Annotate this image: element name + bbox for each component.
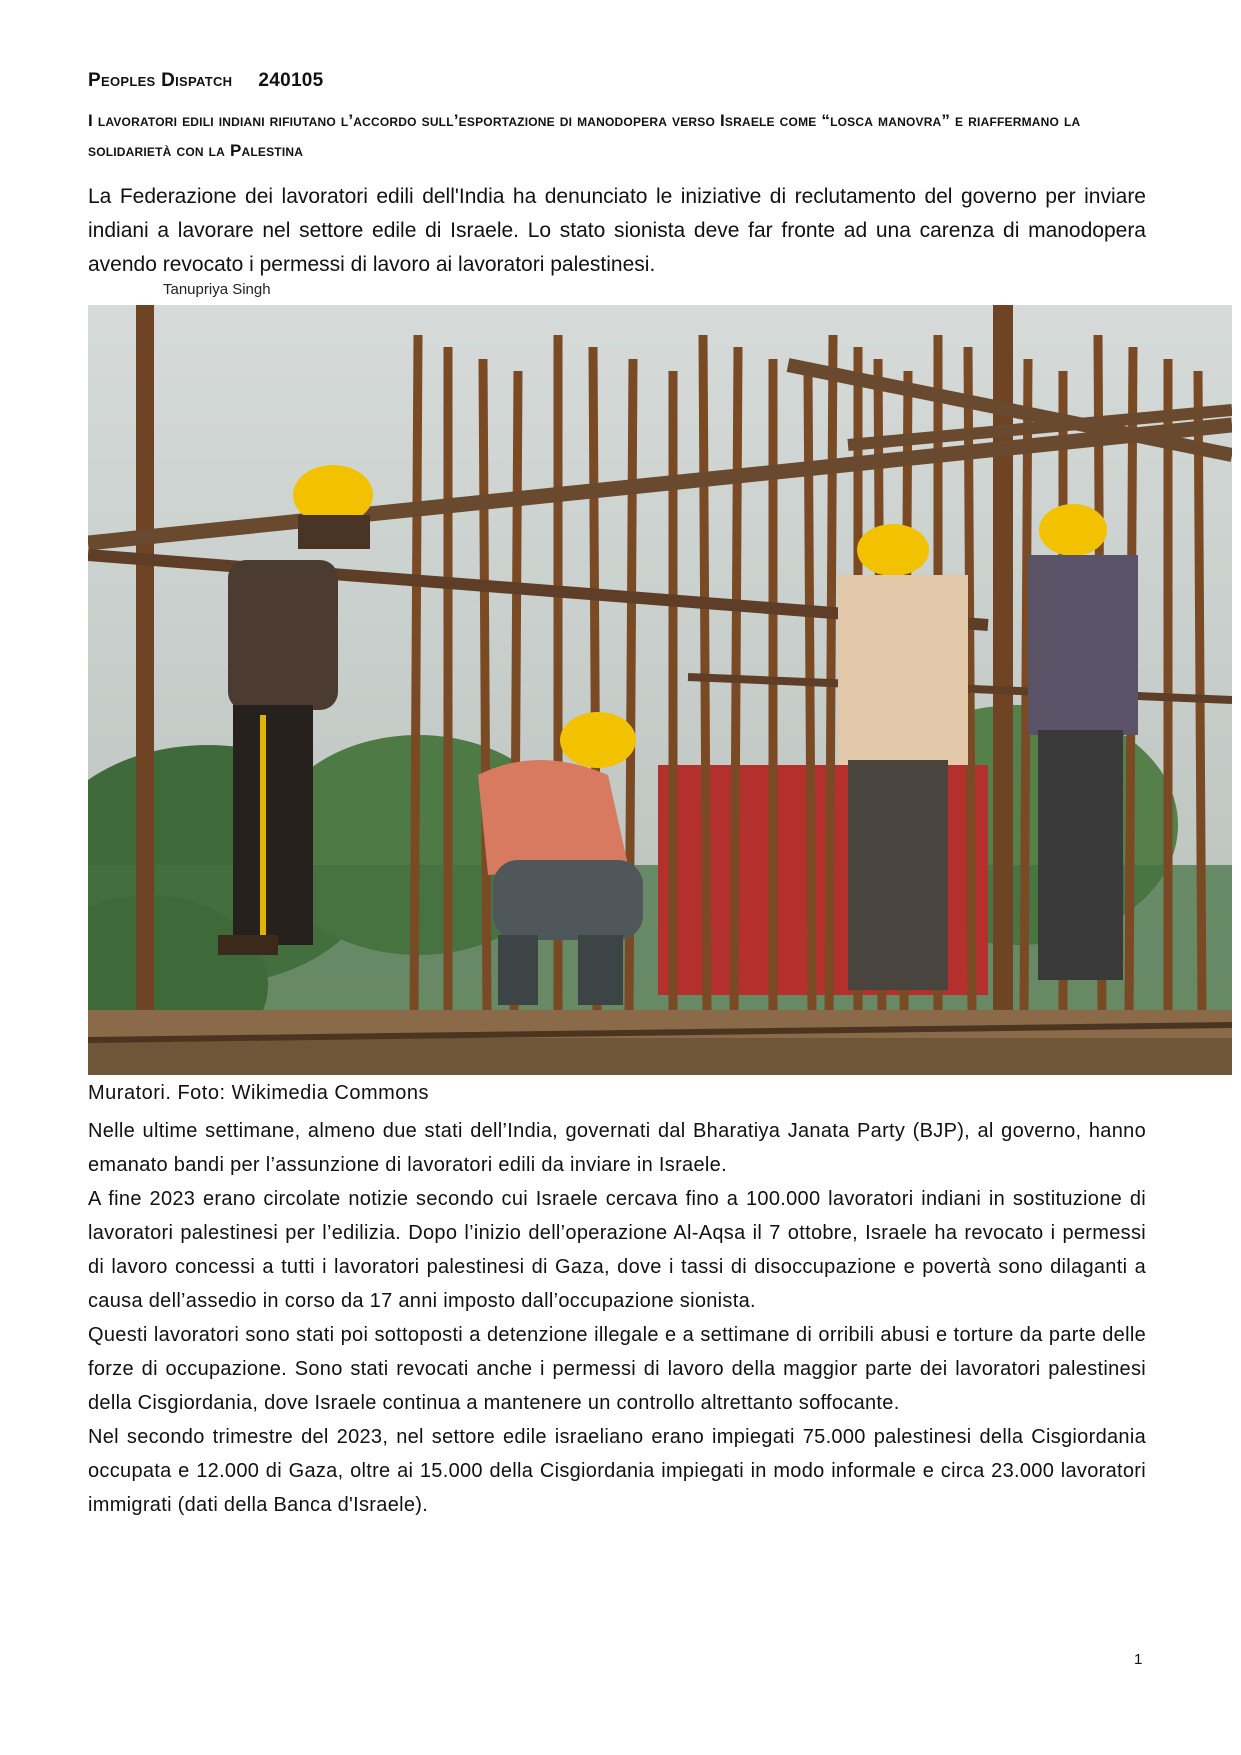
rebar-bar bbox=[1198, 371, 1202, 1015]
body-paragraph: Questi lavoratori sono stati poi sottoposti a detenzione illegale e a settimane di orribili abusi e torture da parte delle forze di occupazione. Sono stati revocati anche i permessi di lavoro della maggior parte dei lavoratori palestinesi della Cisgiordania, dove Israele continua a mantenere un controllo altrettanto soffocante. bbox=[88, 1324, 1146, 1414]
article-byline: Tanupriya Singh bbox=[163, 281, 271, 298]
body-paragraph: Nelle ultime settimane, almeno due stati dell’India, governati dal Bharatiya Janata Party (BJP), al governo, hanno emanato bandi per l’assunzione di lavoratori edili da inviare in Israele. bbox=[88, 1120, 1146, 1176]
body-paragraph: Nel secondo trimestre del 2023, nel settore edile israeliano erano impiegati 75.000 palestinesi della Cisgiordania occupata e 12.000 di Gaza, oltre ai 15.000 della Cisgiordania impiegati in modo informale e circa 23.000 lavoratori immigrati (dati della Banca d'Israele). bbox=[88, 1426, 1146, 1516]
date-code: 240105 bbox=[258, 70, 324, 91]
rebar-bar bbox=[414, 335, 418, 1015]
publication-name: Peoples Dispatch bbox=[88, 70, 233, 91]
photo-caption: Muratori. Foto: Wikimedia Commons bbox=[88, 1082, 430, 1104]
construction-workers-photo bbox=[88, 305, 1232, 1075]
page-number: 1 bbox=[1134, 1651, 1143, 1668]
rebar-bar bbox=[483, 359, 487, 1015]
article-headline: I lavoratori edili indiani rifiutano l’accordo sull’esportazione di manodopera verso Israele come “losca manovra” e riaffermano la solidarietà con la Palestina bbox=[88, 111, 1081, 160]
masthead bbox=[88, 70, 324, 92]
article-body bbox=[88, 1114, 1146, 1522]
article-lead: La Federazione dei lavoratori edili dell'India ha denunciato le iniziative di reclutamento del governo per inviare indiani a lavorare nel settore edile di Israele. Lo stato sionista deve far fronte ad una carenza di manodopera avendo revocato i permessi di lavoro ai lavoratori palestinesi. bbox=[88, 185, 1146, 276]
rebar-bar bbox=[829, 335, 833, 1015]
body-paragraph: A fine 2023 erano circolate notizie secondo cui Israele cercava fino a 100.000 lavoratori indiani in sostituzione di lavoratori palestinesi per l’edilizia. Dopo l’inizio dell’operazione Al-Aqsa il 7 ottobre, Israele ha revocato i permessi di lavoro concessi a tutti i lavoratori palestinesi di Gaza, dove i tassi di disoccupazione e povertà sono dilaganti a causa dell’assedio in corso da 17 anni imposto dall’occupazione sionista. bbox=[88, 1188, 1146, 1312]
rebar-bar bbox=[1024, 359, 1028, 1015]
article-photo bbox=[88, 305, 1232, 1075]
